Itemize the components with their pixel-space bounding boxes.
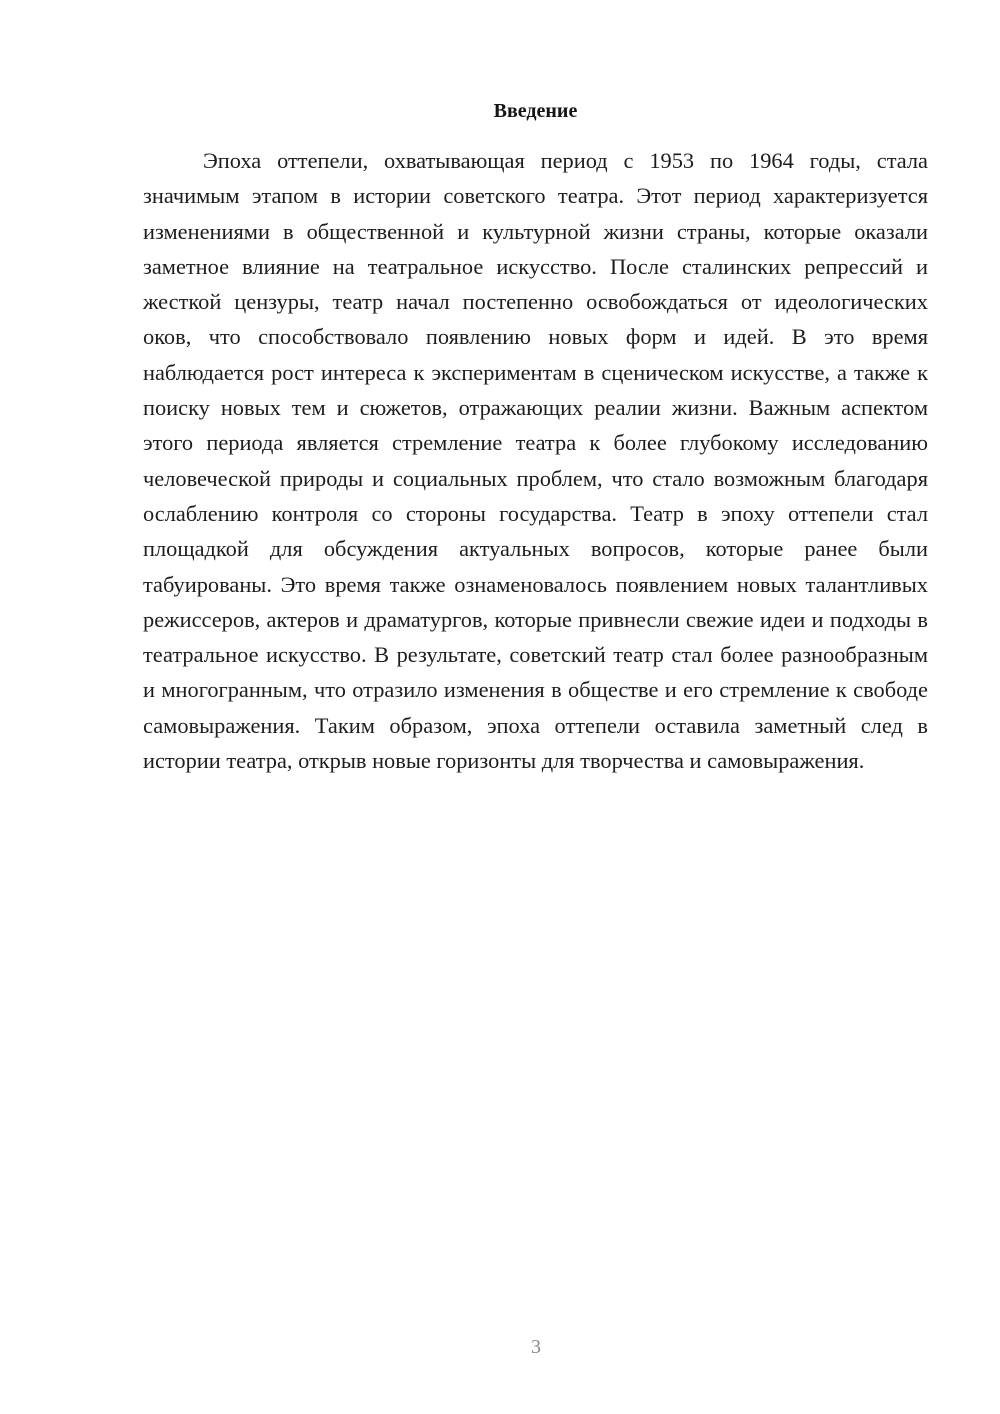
section-heading: Введение [493,100,578,122]
body-paragraph: Эпоха оттепели, охватывающая период с 1953 по 1964 годы, стала значимым этапом в истории советского театра. Этот период характеризуется изменениями в общественной и культурной жизни страны, которые оказали заметное влияние на театральное искусство. После сталинских репрессий и жесткой цензуры, театр начал постепенно освобождаться от идеологических оков, что способствовало появлению новых форм и идей. В это время наблюдается рост интереса к экспериментам в сценическом искусстве, а также к поиску новых тем и сюжетов, отражающих реалии жизни. Важным аспектом этого периода является стремление театра к более глубокому исследованию человеческой природы и социальных проблем, что стало возможным благодаря ослаблению контроля со стороны государства. Театр в эпоху оттепели стал площадкой для обсуждения актуальных вопросов, которые ранее были табуированы. Это время также ознаменовалось появлением новых талантливых режиссеров, актеров и драматургов, которые привнесли свежие идеи и подходы в театральное искусство. В результате, советский театр стал более разнообразным и многогранным, что отразило изменения в обществе и его стремление к свободе самовыражения. Таким образом, эпоха оттепели оставила заметный след в истории театра, открыв новые горизонты для творчества и самовыражения. [143,148,928,774]
page-number: 3 [531,1336,541,1358]
